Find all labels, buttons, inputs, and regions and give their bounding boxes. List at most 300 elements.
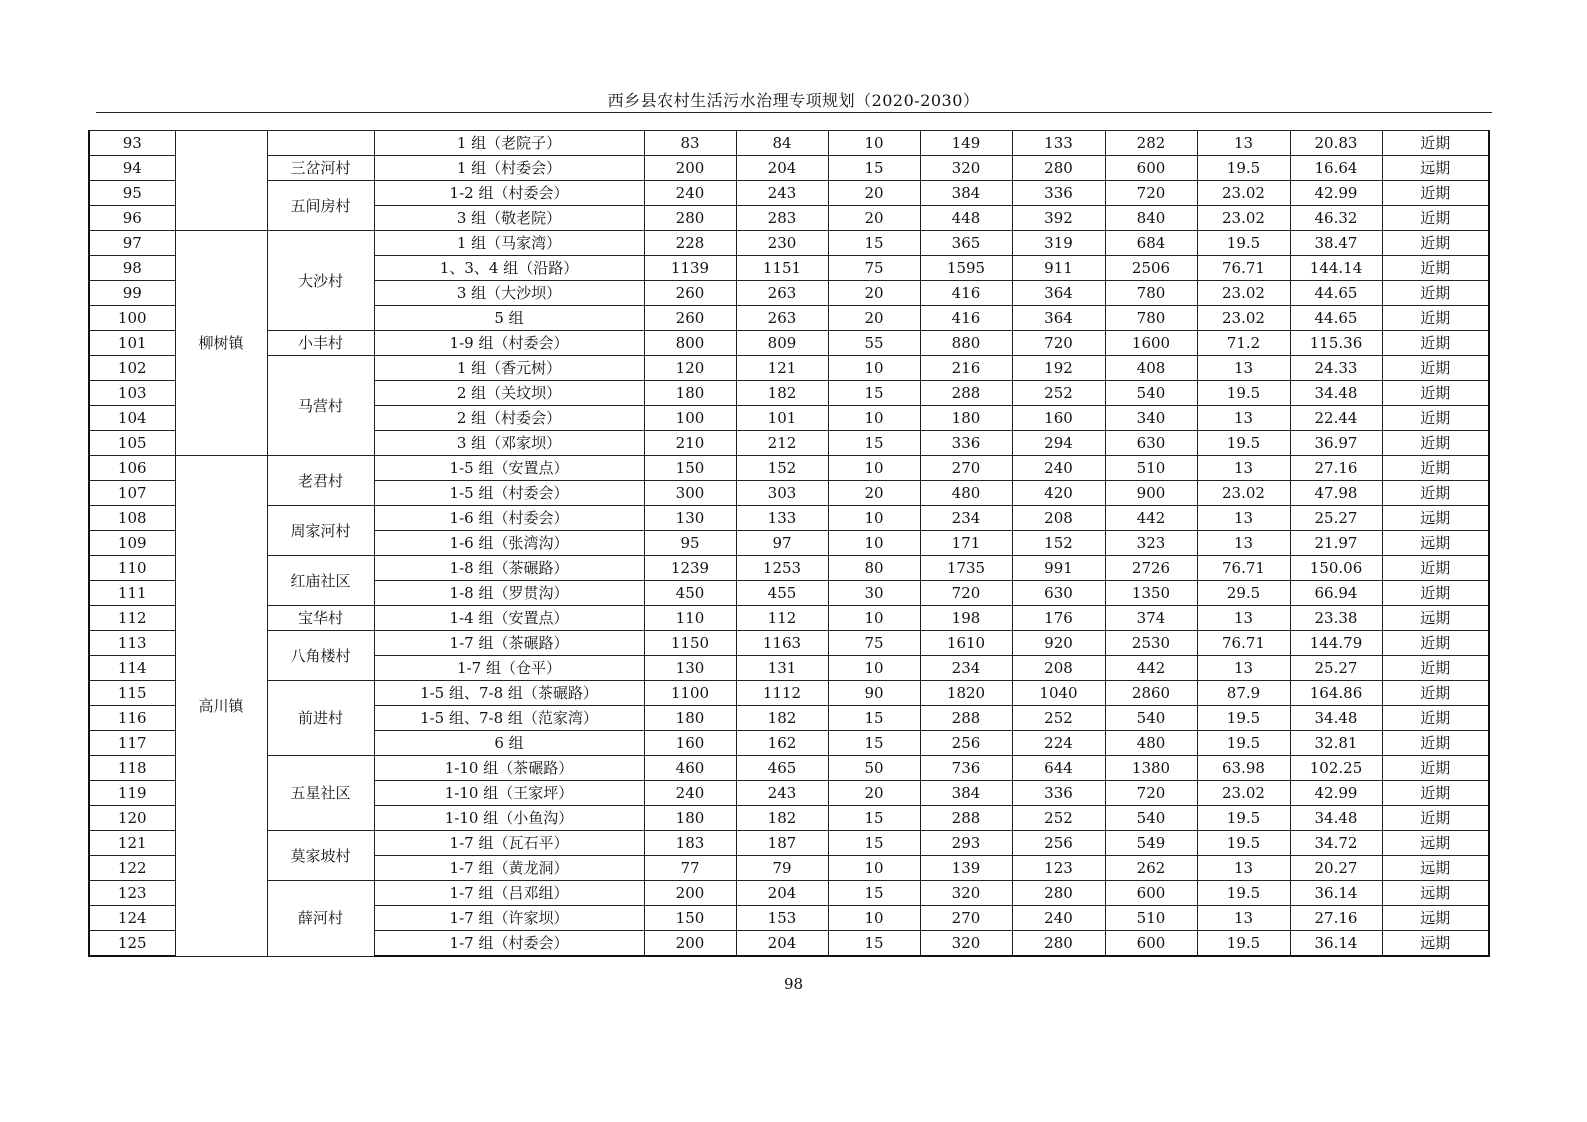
group-cell: 1 组（村委会） <box>374 156 644 181</box>
village-cell: 前进村 <box>267 681 374 756</box>
cell-c11-cell: 23.38 <box>1290 606 1382 631</box>
cell-c8-cell: 160 <box>1012 406 1105 431</box>
cell-c4-cell: 800 <box>644 331 736 356</box>
cell-c6-cell: 20 <box>828 306 920 331</box>
period-cell: 远期 <box>1382 531 1489 556</box>
cell-c4-cell: 240 <box>644 781 736 806</box>
cell-c11-cell: 27.16 <box>1290 906 1382 931</box>
cell-c9-cell: 374 <box>1105 606 1197 631</box>
cell-c11-cell: 38.47 <box>1290 231 1382 256</box>
cell-c5-cell: 1112 <box>736 681 828 706</box>
cell-c5-cell: 131 <box>736 656 828 681</box>
village-cell: 小丰村 <box>267 331 374 356</box>
cell-c7-cell: 270 <box>920 906 1012 931</box>
cell-c6-cell: 75 <box>828 631 920 656</box>
cell-c9-cell: 510 <box>1105 456 1197 481</box>
cell-c10-cell: 76.71 <box>1197 631 1290 656</box>
village-cell: 薛河村 <box>267 881 374 957</box>
cell-c7-cell: 320 <box>920 156 1012 181</box>
period-cell: 近期 <box>1382 806 1489 831</box>
row-index-cell: 94 <box>89 156 175 181</box>
cell-c9-cell: 600 <box>1105 931 1197 957</box>
cell-c10-cell: 13 <box>1197 356 1290 381</box>
cell-c6-cell: 75 <box>828 256 920 281</box>
cell-c10-cell: 13 <box>1197 656 1290 681</box>
cell-c10-cell: 23.02 <box>1197 281 1290 306</box>
cell-c4-cell: 183 <box>644 831 736 856</box>
period-cell: 近期 <box>1382 556 1489 581</box>
cell-c5-cell: 243 <box>736 781 828 806</box>
cell-c11-cell: 20.27 <box>1290 856 1382 881</box>
cell-c8-cell: 336 <box>1012 181 1105 206</box>
period-cell: 近期 <box>1382 756 1489 781</box>
cell-c9-cell: 480 <box>1105 731 1197 756</box>
cell-c8-cell: 991 <box>1012 556 1105 581</box>
row-index-cell: 95 <box>89 181 175 206</box>
table-row <box>89 506 1489 531</box>
cell-c4-cell: 150 <box>644 456 736 481</box>
cell-c10-cell: 23.02 <box>1197 781 1290 806</box>
cell-c8-cell: 176 <box>1012 606 1105 631</box>
cell-c10-cell: 29.5 <box>1197 581 1290 606</box>
cell-c10-cell: 13 <box>1197 456 1290 481</box>
row-index-cell: 93 <box>89 131 175 156</box>
cell-c10-cell: 13 <box>1197 856 1290 881</box>
row-index-cell: 117 <box>89 731 175 756</box>
sewage-plan-table <box>88 130 1490 957</box>
cell-c5-cell: 809 <box>736 331 828 356</box>
cell-c11-cell: 144.14 <box>1290 256 1382 281</box>
cell-c6-cell: 15 <box>828 806 920 831</box>
table-row <box>89 331 1489 356</box>
cell-c7-cell: 234 <box>920 506 1012 531</box>
cell-c5-cell: 263 <box>736 306 828 331</box>
cell-c6-cell: 55 <box>828 331 920 356</box>
cell-c10-cell: 76.71 <box>1197 256 1290 281</box>
cell-c5-cell: 182 <box>736 806 828 831</box>
group-cell: 1-5 组（村委会） <box>374 481 644 506</box>
row-index-cell: 101 <box>89 331 175 356</box>
cell-c9-cell: 540 <box>1105 381 1197 406</box>
row-index-cell: 97 <box>89 231 175 256</box>
cell-c10-cell: 19.5 <box>1197 881 1290 906</box>
cell-c11-cell: 42.99 <box>1290 781 1382 806</box>
row-index-cell: 111 <box>89 581 175 606</box>
period-cell: 近期 <box>1382 231 1489 256</box>
cell-c6-cell: 15 <box>828 931 920 957</box>
group-cell: 1-7 组（黄龙洞） <box>374 856 644 881</box>
cell-c5-cell: 121 <box>736 356 828 381</box>
cell-c8-cell: 294 <box>1012 431 1105 456</box>
cell-c5-cell: 243 <box>736 181 828 206</box>
cell-c9-cell: 540 <box>1105 706 1197 731</box>
cell-c6-cell: 15 <box>828 156 920 181</box>
cell-c9-cell: 510 <box>1105 906 1197 931</box>
cell-c9-cell: 2860 <box>1105 681 1197 706</box>
row-index-cell: 103 <box>89 381 175 406</box>
cell-c9-cell: 630 <box>1105 431 1197 456</box>
period-cell: 近期 <box>1382 256 1489 281</box>
period-cell: 近期 <box>1382 306 1489 331</box>
cell-c7-cell: 216 <box>920 356 1012 381</box>
cell-c9-cell: 549 <box>1105 831 1197 856</box>
cell-c6-cell: 30 <box>828 581 920 606</box>
cell-c5-cell: 133 <box>736 506 828 531</box>
cell-c10-cell: 71.2 <box>1197 331 1290 356</box>
cell-c11-cell: 24.33 <box>1290 356 1382 381</box>
group-cell: 1-2 组（村委会） <box>374 181 644 206</box>
cell-c7-cell: 256 <box>920 731 1012 756</box>
cell-c8-cell: 192 <box>1012 356 1105 381</box>
cell-c8-cell: 240 <box>1012 456 1105 481</box>
row-index-cell: 121 <box>89 831 175 856</box>
cell-c6-cell: 80 <box>828 556 920 581</box>
cell-c10-cell: 19.5 <box>1197 706 1290 731</box>
row-index-cell: 125 <box>89 931 175 957</box>
table-row <box>89 356 1489 381</box>
group-cell: 1 组（马家湾） <box>374 231 644 256</box>
period-cell: 近期 <box>1382 731 1489 756</box>
cell-c7-cell: 139 <box>920 856 1012 881</box>
cell-c4-cell: 180 <box>644 381 736 406</box>
cell-c4-cell: 180 <box>644 706 736 731</box>
cell-c8-cell: 252 <box>1012 381 1105 406</box>
cell-c9-cell: 262 <box>1105 856 1197 881</box>
table-row <box>89 181 1489 206</box>
cell-c6-cell: 10 <box>828 506 920 531</box>
row-index-cell: 120 <box>89 806 175 831</box>
group-cell: 1-6 组（村委会） <box>374 506 644 531</box>
period-cell: 近期 <box>1382 431 1489 456</box>
cell-c11-cell: 32.81 <box>1290 731 1382 756</box>
cell-c4-cell: 95 <box>644 531 736 556</box>
cell-c5-cell: 465 <box>736 756 828 781</box>
cell-c5-cell: 182 <box>736 706 828 731</box>
cell-c9-cell: 442 <box>1105 506 1197 531</box>
period-cell: 远期 <box>1382 831 1489 856</box>
cell-c8-cell: 392 <box>1012 206 1105 231</box>
cell-c4-cell: 130 <box>644 656 736 681</box>
row-index-cell: 106 <box>89 456 175 481</box>
cell-c5-cell: 204 <box>736 881 828 906</box>
table-row <box>89 631 1489 656</box>
cell-c6-cell: 90 <box>828 681 920 706</box>
cell-c11-cell: 36.14 <box>1290 931 1382 957</box>
cell-c6-cell: 15 <box>828 831 920 856</box>
cell-c9-cell: 840 <box>1105 206 1197 231</box>
cell-c11-cell: 34.48 <box>1290 381 1382 406</box>
cell-c8-cell: 224 <box>1012 731 1105 756</box>
cell-c7-cell: 480 <box>920 481 1012 506</box>
cell-c4-cell: 150 <box>644 906 736 931</box>
cell-c7-cell: 384 <box>920 781 1012 806</box>
period-cell: 近期 <box>1382 456 1489 481</box>
cell-c6-cell: 15 <box>828 881 920 906</box>
table-row <box>89 681 1489 706</box>
cell-c11-cell: 144.79 <box>1290 631 1382 656</box>
group-cell: 2 组（村委会） <box>374 406 644 431</box>
cell-c4-cell: 200 <box>644 931 736 957</box>
group-cell: 1-5 组（安置点） <box>374 456 644 481</box>
period-cell: 近期 <box>1382 381 1489 406</box>
cell-c11-cell: 22.44 <box>1290 406 1382 431</box>
village-cell: 宝华村 <box>267 606 374 631</box>
cell-c7-cell: 880 <box>920 331 1012 356</box>
row-index-cell: 123 <box>89 881 175 906</box>
cell-c7-cell: 1820 <box>920 681 1012 706</box>
cell-c5-cell: 1253 <box>736 556 828 581</box>
row-index-cell: 100 <box>89 306 175 331</box>
cell-c4-cell: 100 <box>644 406 736 431</box>
cell-c7-cell: 234 <box>920 656 1012 681</box>
cell-c11-cell: 44.65 <box>1290 306 1382 331</box>
cell-c10-cell: 76.71 <box>1197 556 1290 581</box>
cell-c9-cell: 600 <box>1105 156 1197 181</box>
cell-c6-cell: 15 <box>828 231 920 256</box>
cell-c9-cell: 442 <box>1105 656 1197 681</box>
cell-c11-cell: 34.48 <box>1290 806 1382 831</box>
cell-c8-cell: 280 <box>1012 931 1105 957</box>
cell-c10-cell: 19.5 <box>1197 806 1290 831</box>
period-cell: 近期 <box>1382 481 1489 506</box>
village-cell: 马营村 <box>267 356 374 456</box>
cell-c5-cell: 455 <box>736 581 828 606</box>
village-cell: 八角楼村 <box>267 631 374 681</box>
cell-c8-cell: 152 <box>1012 531 1105 556</box>
group-cell: 3 组（邓家坝） <box>374 431 644 456</box>
cell-c4-cell: 110 <box>644 606 736 631</box>
cell-c7-cell: 288 <box>920 381 1012 406</box>
village-cell: 红庙社区 <box>267 556 374 606</box>
cell-c11-cell: 36.97 <box>1290 431 1382 456</box>
cell-c6-cell: 10 <box>828 531 920 556</box>
village-cell: 五间房村 <box>267 181 374 231</box>
period-cell: 远期 <box>1382 906 1489 931</box>
cell-c7-cell: 320 <box>920 881 1012 906</box>
village-cell: 周家河村 <box>267 506 374 556</box>
table-row <box>89 831 1489 856</box>
cell-c9-cell: 323 <box>1105 531 1197 556</box>
cell-c4-cell: 1139 <box>644 256 736 281</box>
cell-c4-cell: 260 <box>644 281 736 306</box>
cell-c8-cell: 208 <box>1012 656 1105 681</box>
cell-c10-cell: 19.5 <box>1197 831 1290 856</box>
cell-c6-cell: 10 <box>828 131 920 156</box>
cell-c8-cell: 644 <box>1012 756 1105 781</box>
cell-c11-cell: 42.99 <box>1290 181 1382 206</box>
period-cell: 近期 <box>1382 631 1489 656</box>
cell-c8-cell: 123 <box>1012 856 1105 881</box>
cell-c11-cell: 27.16 <box>1290 456 1382 481</box>
table-row <box>89 231 1489 256</box>
cell-c10-cell: 13 <box>1197 531 1290 556</box>
group-cell: 6 组 <box>374 731 644 756</box>
row-index-cell: 114 <box>89 656 175 681</box>
cell-c7-cell: 198 <box>920 606 1012 631</box>
cell-c8-cell: 364 <box>1012 281 1105 306</box>
cell-c6-cell: 15 <box>828 706 920 731</box>
cell-c6-cell: 10 <box>828 656 920 681</box>
row-index-cell: 113 <box>89 631 175 656</box>
cell-c7-cell: 336 <box>920 431 1012 456</box>
cell-c7-cell: 288 <box>920 706 1012 731</box>
row-index-cell: 124 <box>89 906 175 931</box>
cell-c4-cell: 450 <box>644 581 736 606</box>
period-cell: 远期 <box>1382 606 1489 631</box>
cell-c8-cell: 720 <box>1012 331 1105 356</box>
cell-c8-cell: 420 <box>1012 481 1105 506</box>
village-cell <box>267 131 374 156</box>
cell-c10-cell: 23.02 <box>1197 306 1290 331</box>
cell-c5-cell: 212 <box>736 431 828 456</box>
group-cell: 1 组（香元树） <box>374 356 644 381</box>
cell-c7-cell: 288 <box>920 806 1012 831</box>
cell-c5-cell: 1163 <box>736 631 828 656</box>
group-cell: 1-7 组（仓平） <box>374 656 644 681</box>
cell-c6-cell: 20 <box>828 281 920 306</box>
group-cell: 1-7 组（许家坝） <box>374 906 644 931</box>
group-cell: 1-7 组（瓦石平） <box>374 831 644 856</box>
cell-c8-cell: 133 <box>1012 131 1105 156</box>
cell-c5-cell: 1151 <box>736 256 828 281</box>
cell-c10-cell: 19.5 <box>1197 931 1290 957</box>
row-index-cell: 96 <box>89 206 175 231</box>
cell-c10-cell: 13 <box>1197 906 1290 931</box>
row-index-cell: 108 <box>89 506 175 531</box>
cell-c4-cell: 200 <box>644 156 736 181</box>
row-index-cell: 107 <box>89 481 175 506</box>
group-cell: 1-7 组（茶碾路） <box>374 631 644 656</box>
cell-c11-cell: 115.36 <box>1290 331 1382 356</box>
cell-c9-cell: 1350 <box>1105 581 1197 606</box>
period-cell: 近期 <box>1382 656 1489 681</box>
period-cell: 近期 <box>1382 331 1489 356</box>
cell-c4-cell: 1100 <box>644 681 736 706</box>
cell-c10-cell: 87.9 <box>1197 681 1290 706</box>
cell-c4-cell: 180 <box>644 806 736 831</box>
cell-c11-cell: 34.48 <box>1290 706 1382 731</box>
cell-c8-cell: 364 <box>1012 306 1105 331</box>
cell-c4-cell: 130 <box>644 506 736 531</box>
cell-c8-cell: 280 <box>1012 881 1105 906</box>
cell-c5-cell: 303 <box>736 481 828 506</box>
cell-c5-cell: 283 <box>736 206 828 231</box>
row-index-cell: 116 <box>89 706 175 731</box>
cell-c10-cell: 23.02 <box>1197 481 1290 506</box>
group-cell: 1-6 组（张湾沟） <box>374 531 644 556</box>
cell-c6-cell: 10 <box>828 456 920 481</box>
group-cell: 1-8 组（罗贯沟） <box>374 581 644 606</box>
group-cell: 3 组（大沙坝） <box>374 281 644 306</box>
cell-c9-cell: 720 <box>1105 181 1197 206</box>
cell-c5-cell: 79 <box>736 856 828 881</box>
cell-c7-cell: 448 <box>920 206 1012 231</box>
cell-c5-cell: 162 <box>736 731 828 756</box>
row-index-cell: 112 <box>89 606 175 631</box>
cell-c8-cell: 630 <box>1012 581 1105 606</box>
cell-c9-cell: 1380 <box>1105 756 1197 781</box>
cell-c5-cell: 152 <box>736 456 828 481</box>
cell-c8-cell: 920 <box>1012 631 1105 656</box>
cell-c9-cell: 2506 <box>1105 256 1197 281</box>
row-index-cell: 119 <box>89 781 175 806</box>
document-header-title: 西乡县农村生活污水治理专项规划（2020-2030） <box>607 91 980 110</box>
cell-c6-cell: 15 <box>828 381 920 406</box>
cell-c10-cell: 13 <box>1197 131 1290 156</box>
cell-c7-cell: 720 <box>920 581 1012 606</box>
cell-c6-cell: 20 <box>828 781 920 806</box>
group-cell: 1-10 组（茶碾路） <box>374 756 644 781</box>
group-cell: 1-5 组、7-8 组（范家湾） <box>374 706 644 731</box>
period-cell: 远期 <box>1382 156 1489 181</box>
period-cell: 远期 <box>1382 506 1489 531</box>
cell-c9-cell: 780 <box>1105 306 1197 331</box>
cell-c4-cell: 1239 <box>644 556 736 581</box>
cell-c7-cell: 384 <box>920 181 1012 206</box>
row-index-cell: 98 <box>89 256 175 281</box>
cell-c4-cell: 77 <box>644 856 736 881</box>
table-row <box>89 606 1489 631</box>
period-cell: 近期 <box>1382 356 1489 381</box>
village-cell: 三岔河村 <box>267 156 374 181</box>
cell-c9-cell: 600 <box>1105 881 1197 906</box>
cell-c5-cell: 101 <box>736 406 828 431</box>
cell-c10-cell: 13 <box>1197 606 1290 631</box>
cell-c10-cell: 23.02 <box>1197 206 1290 231</box>
period-cell: 近期 <box>1382 406 1489 431</box>
cell-c11-cell: 20.83 <box>1290 131 1382 156</box>
cell-c9-cell: 780 <box>1105 281 1197 306</box>
cell-c4-cell: 160 <box>644 731 736 756</box>
table-row <box>89 456 1489 481</box>
cell-c7-cell: 1610 <box>920 631 1012 656</box>
cell-c10-cell: 23.02 <box>1197 181 1290 206</box>
cell-c11-cell: 102.25 <box>1290 756 1382 781</box>
period-cell: 近期 <box>1382 706 1489 731</box>
row-index-cell: 105 <box>89 431 175 456</box>
cell-c7-cell: 416 <box>920 281 1012 306</box>
group-cell: 1-4 组（安置点） <box>374 606 644 631</box>
cell-c6-cell: 10 <box>828 406 920 431</box>
cell-c7-cell: 293 <box>920 831 1012 856</box>
cell-c4-cell: 200 <box>644 881 736 906</box>
group-cell: 2 组（关坟坝） <box>374 381 644 406</box>
cell-c8-cell: 1040 <box>1012 681 1105 706</box>
cell-c9-cell: 684 <box>1105 231 1197 256</box>
cell-c5-cell: 112 <box>736 606 828 631</box>
row-index-cell: 110 <box>89 556 175 581</box>
cell-c7-cell: 270 <box>920 456 1012 481</box>
town-cell: 高川镇 <box>175 456 267 957</box>
cell-c8-cell: 240 <box>1012 906 1105 931</box>
cell-c7-cell: 320 <box>920 931 1012 957</box>
cell-c11-cell: 25.27 <box>1290 506 1382 531</box>
cell-c10-cell: 63.98 <box>1197 756 1290 781</box>
row-index-cell: 115 <box>89 681 175 706</box>
cell-c9-cell: 340 <box>1105 406 1197 431</box>
group-cell: 1-9 组（村委会） <box>374 331 644 356</box>
cell-c11-cell: 164.86 <box>1290 681 1382 706</box>
period-cell: 近期 <box>1382 181 1489 206</box>
row-index-cell: 104 <box>89 406 175 431</box>
table-row <box>89 756 1489 781</box>
cell-c6-cell: 15 <box>828 731 920 756</box>
cell-c6-cell: 10 <box>828 906 920 931</box>
cell-c10-cell: 13 <box>1197 406 1290 431</box>
cell-c7-cell: 149 <box>920 131 1012 156</box>
cell-c4-cell: 260 <box>644 306 736 331</box>
cell-c4-cell: 210 <box>644 431 736 456</box>
